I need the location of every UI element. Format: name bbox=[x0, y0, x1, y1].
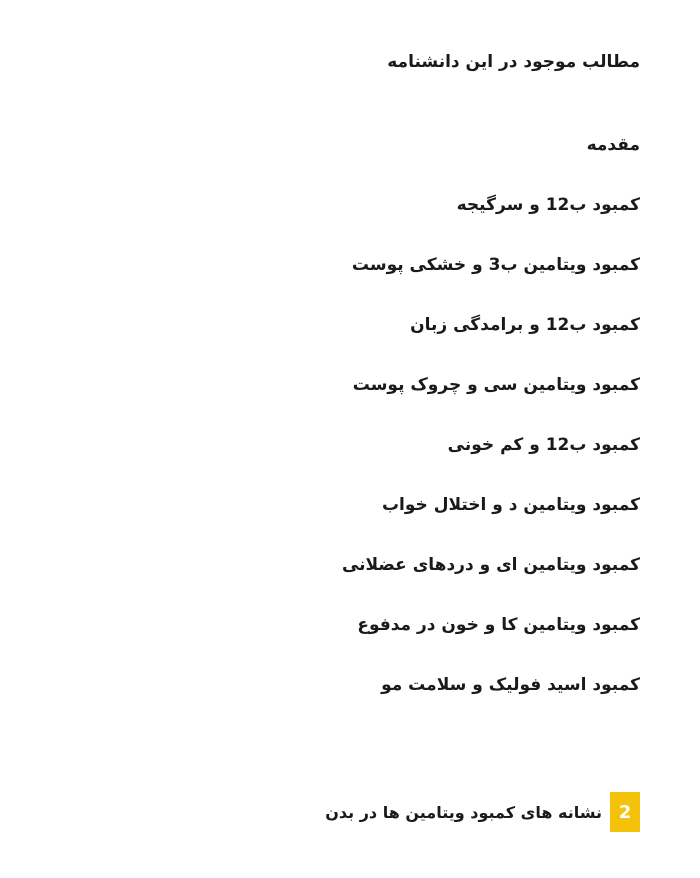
toc-item-vitamin-d-sleep: کمبود ویتامین د و اختلال خواب bbox=[381, 495, 640, 515]
toc-list bbox=[342, 128, 640, 728]
toc-item-vitamin-e-muscle: کمبود ویتامین ای و دردهای عضلانی bbox=[341, 555, 640, 575]
toc-heading: مطالب موجود در این دانشنامه bbox=[387, 52, 640, 72]
toc-item-vitamin-k-stool: کمبود ویتامین کا و خون در مدفوع bbox=[357, 615, 640, 635]
toc-item-b12-dizziness: کمبود ب12 و سرگیجه bbox=[456, 195, 640, 215]
footer-title: نشانه های کمبود ویتامین ها در بدن bbox=[325, 802, 602, 822]
toc-item-folic-acid-hair: کمبود اسید فولیک و سلامت مو bbox=[381, 675, 640, 695]
page-number-badge: 2 bbox=[610, 792, 640, 832]
toc-item-b3-dry-skin: کمبود ویتامین ب3 و خشکی پوست bbox=[351, 255, 640, 275]
toc-item-introduction: مقدمه bbox=[586, 135, 640, 155]
toc-item-b12-tongue: کمبود ب12 و برامدگی زبان bbox=[410, 315, 640, 335]
toc-item-b12-anemia: کمبود ب12 و کم خونی bbox=[447, 435, 640, 455]
page-footer bbox=[325, 792, 640, 832]
toc-item-vitamin-c-wrinkles: کمبود ویتامین سی و چروک پوست bbox=[352, 375, 640, 395]
